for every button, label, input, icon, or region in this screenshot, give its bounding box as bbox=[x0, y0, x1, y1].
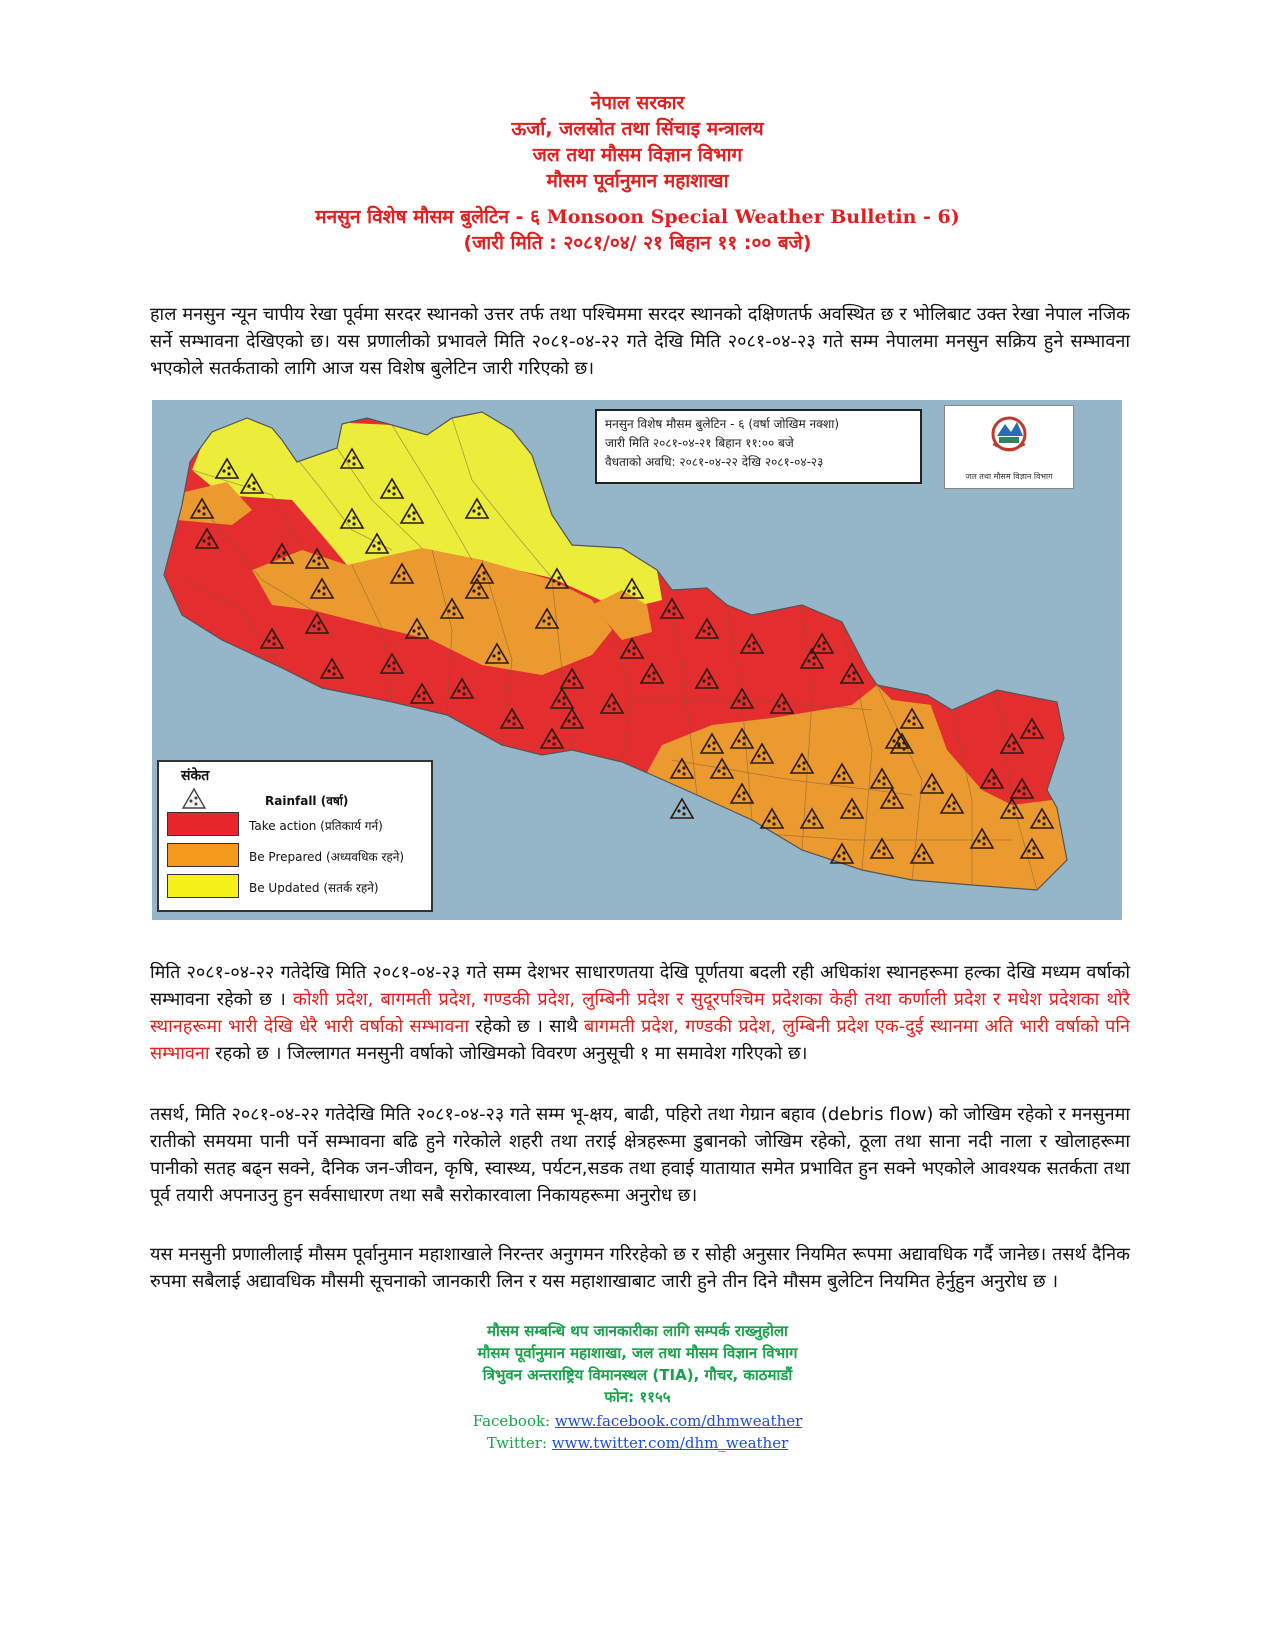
contact-line-3: त्रिभुवन अन्तराष्ट्रिय विमानस्थल (TIA), गौचर, काठमाडौं bbox=[482, 1366, 793, 1384]
header-govt: नेपाल सरकार bbox=[590, 92, 685, 114]
issue-date: (जारी मिति : २०८१/०४/ २१ बिहान ११ :०० बजे) bbox=[463, 232, 812, 254]
legend-swatch-be-prepared bbox=[167, 843, 239, 867]
map-legend bbox=[157, 760, 433, 912]
forecast-paragraph bbox=[150, 959, 1130, 1067]
contact-phone: फोन: ११५५ bbox=[604, 1388, 671, 1406]
header-department: जल तथा मौसम विज्ञान विभाग bbox=[532, 144, 743, 166]
bulletin-title-en: Monsoon Special Weather Bulletin - 6) bbox=[546, 206, 960, 228]
bulletin-title-np: मनसुन विशेष मौसम बुलेटिन - ६ bbox=[315, 206, 541, 228]
forecast-text-e: रहको छ । जिल्लागत मनसुनी वर्षाको जोखिमको विवरण अनुसूची १ मा समावेश गरिएको छ। bbox=[209, 1043, 808, 1064]
bulletin-title bbox=[0, 204, 1275, 230]
advisory-paragraph: तसर्थ, मिति २०८१-०४-२२ गतेदेखि मिति २०८१-०४-२३ गते सम्म भू-क्षय, बाढी, पहिरो तथा गेग्रान बहाव (debris flow) को जोखिम रहेको र मनसुनमा रातीको समयमा पानी पर्ने सम्भावना बढि हुने गरेकोले शहरी तथा तराई क्षेत्रहरूमा डुबानको जोखिम रहेको, ठूला तथा साना नदी नाला र खोलाहरूमा पानीको सतह बढ्न सक्ने, दैनिक जन-जीवन, कृषि, स्वास्थ्य, पर्यटन,सडक तथा हवाई यातायात समेत प्रभावित हुन सक्ने भएकोले आवश्यक सतर्कता तथा पूर्व तयारी अपनाउनु हुन सर्वसाधारण तथा सबै सरोकारवाला निकायहरूमा अनुरोध छ। bbox=[150, 1104, 1130, 1206]
forecast-text-c: रहेको छ । साथै bbox=[469, 1016, 584, 1037]
twitter-link[interactable]: www.twitter.com/dhm_weather bbox=[551, 1434, 789, 1452]
twitter-label: Twitter: bbox=[486, 1434, 552, 1452]
monitoring-paragraph: यस मनसुनी प्रणालीलाई मौसम पूर्वानुमान महाशाखाले निरन्तर अनुगमन गरिरहेको छ र सोही अनुसार नियमित रूपमा अद्यावधिक गर्दै जानेछ। तसर्थ दैनिक रुपमा सबैलाई अद्यावधिक मौसमी सूचनाको जानकारी लिन र यस महाशाखाबाट जारी हुने तीन दिने मौसम बुलेटिन नियमित हेर्नुहुन अनुरोध छ । bbox=[150, 1244, 1130, 1292]
dhm-logo-box bbox=[944, 405, 1074, 489]
map-info-box bbox=[595, 409, 922, 484]
forecast-text-a: मिति २०८१-०४-२२ गतेदेखि मिति २०८१-०४-२३ गते सम्म देशभर साधारणतया देखि पूर्णतया बदली रही अधिकांश स्थानहरूमा हल्का देखि मध्यम वर्षाको सम्भावना रहेको छ । bbox=[150, 962, 1130, 1010]
facebook-row bbox=[0, 1410, 1275, 1432]
rainfall-hazard-icon bbox=[181, 788, 207, 812]
legend-label-be-prepared: Be Prepared (अध्यवधिक रहने) bbox=[249, 850, 405, 864]
legend-label-be-updated: Be Updated (सतर्क रहने) bbox=[249, 881, 379, 895]
forecast-highlight-heavy: कोशी प्रदेश, बागमती प्रदेश, गण्डकी प्रदेश, लुम्बिनी प्रदेश र सुदूरपश्चिम प्रदेशका केही तथा कर्णाली प्रदेश र मधेश प्रदेशका थोरै स्थानहरूमा भारी देखि धेरै भारी वर्षाको सम्भावना bbox=[150, 989, 1130, 1037]
dhm-logo-emblem bbox=[945, 406, 1073, 466]
forecast-highlight-very-heavy: बागमती प्रदेश, गण्डकी प्रदेश, लुम्बिनी प्रदेश एक-दुई स्थानमा अति भारी वर्षाको पनि सम्भावना bbox=[150, 1016, 1130, 1064]
map-info-title: मनसुन विशेष मौसम बुलेटिन - ६ (वर्षा जोखिम नक्शा) bbox=[605, 417, 840, 431]
twitter-row bbox=[0, 1432, 1275, 1454]
legend-rainfall-label: Rainfall (वर्षा) bbox=[265, 794, 349, 808]
legend-label-take-action: Take action (प्रतिकार्य गर्न) bbox=[249, 819, 383, 833]
contact-line-2: मौसम पूर्वानुमान महाशाखा, जल तथा मौसम विज्ञान विभाग bbox=[477, 1344, 798, 1362]
bulletin-header bbox=[0, 90, 1275, 256]
legend-title: संकेत bbox=[181, 768, 210, 784]
contact-block bbox=[0, 1320, 1275, 1408]
social-links bbox=[0, 1410, 1275, 1454]
intro-paragraph: हाल मनसुन न्यून चापीय रेखा पूर्वमा सरदर स्थानको उत्तर तर्फ तथा पश्चिममा सरदर स्थानको दक्षिणतर्फ अवस्थित छ र भोलिबाट उक्त रेखा नेपाल नजिक सर्ने सम्भावना देखिएको छ। यस प्रणालीको प्रभावले मिति २०८१-०४-२२ गते देखि मिति २०८१-०४-२३ गते सम्म नेपालमा मनसुन सक्रिय हुने सम्भावना भएकोले सतर्कताको लागि आज यस विशेष बुलेटिन जारी गरिएको छ। bbox=[150, 304, 1130, 379]
contact-line-1: मौसम सम्बन्धि थप जानकारीका लागि सम्पर्क राख्नुहोला bbox=[487, 1322, 788, 1340]
rainfall-hazard-icon bbox=[671, 799, 693, 818]
header-ministry: ऊर्जा, जलस्रोत तथा सिंचाइ मन्त्रालय bbox=[511, 118, 764, 140]
map-info-issued: जारी मिति २०८१-०४-२१ बिहान ११:०० बजे bbox=[605, 436, 794, 450]
facebook-link[interactable]: www.facebook.com/dhmweather bbox=[554, 1412, 803, 1430]
map-info-validity: वैधताको अवधि: २०८१-०४-२२ देखि २०८१-०४-२३ bbox=[605, 455, 824, 469]
rainfall-risk-map bbox=[152, 400, 1122, 920]
facebook-label: Facebook: bbox=[472, 1412, 555, 1430]
header-division: मौसम पूर्वानुमान महाशाखा bbox=[546, 170, 729, 192]
legend-swatch-take-action bbox=[167, 812, 239, 836]
dhm-logo-caption: जल तथा मौसम विज्ञान विभाग bbox=[965, 472, 1053, 481]
legend-swatch-be-updated bbox=[167, 874, 239, 898]
